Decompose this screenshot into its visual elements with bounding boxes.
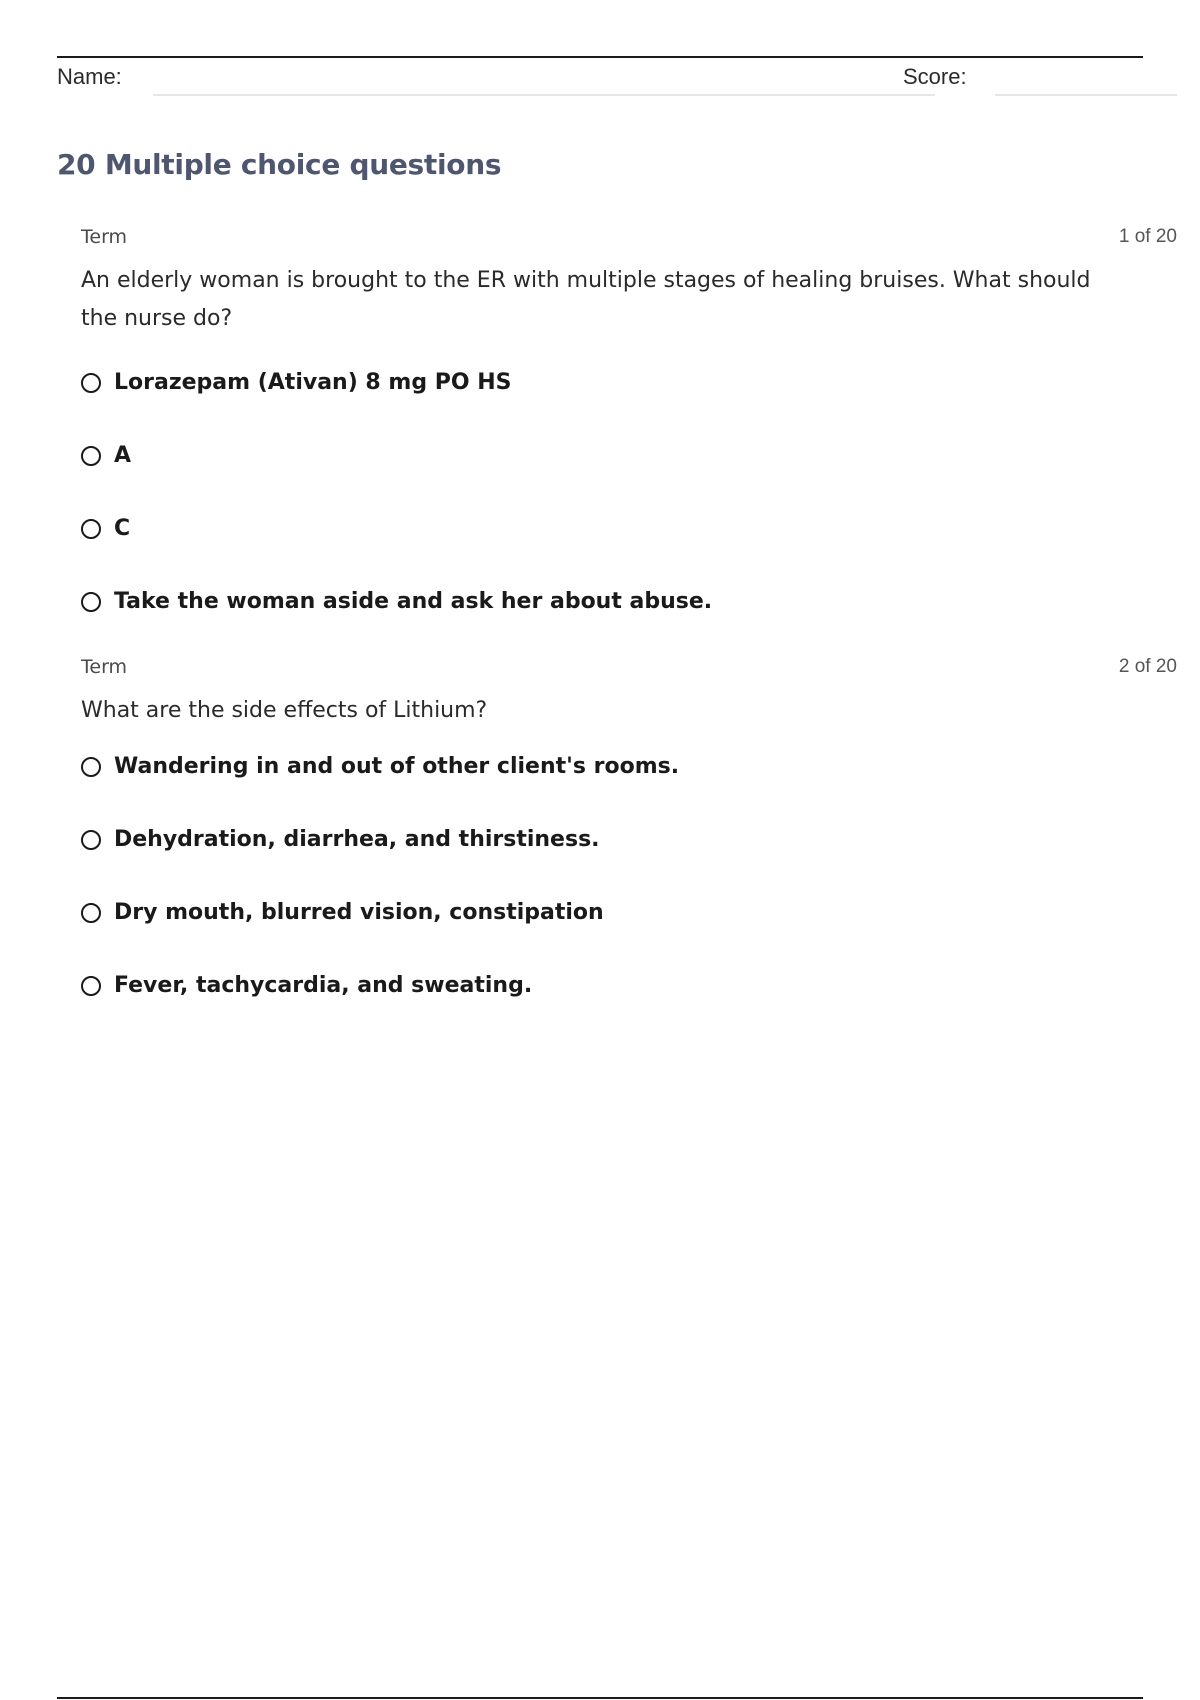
score-label: Score: <box>903 64 967 89</box>
score-field[interactable] <box>995 94 1177 96</box>
option-label: Fever, tachycardia, and sweating. <box>114 973 533 998</box>
radio-button-icon[interactable] <box>81 519 101 539</box>
question-counter: 2 of 20 <box>1118 656 1177 677</box>
question-text: What are the side effects of Lithium? <box>81 698 488 723</box>
term-label: Term <box>81 226 128 248</box>
option-label: C <box>114 516 131 541</box>
answer-option[interactable] <box>81 730 1177 803</box>
question-1 <box>81 226 1177 638</box>
answer-option[interactable] <box>81 419 1177 492</box>
question-meta <box>81 226 1177 254</box>
question-counter: 1 of 20 <box>1118 226 1177 247</box>
answer-option[interactable] <box>81 949 1177 1022</box>
answer-option[interactable] <box>81 565 1177 638</box>
option-label: Lorazepam (Ativan) 8 mg PO HS <box>114 370 512 395</box>
section-title: 20 Multiple choice questions <box>57 148 502 181</box>
answer-option[interactable] <box>81 876 1177 949</box>
answer-option[interactable] <box>81 492 1177 565</box>
term-label: Term <box>81 656 128 678</box>
option-label: A <box>114 443 132 468</box>
radio-button-icon[interactable] <box>81 976 101 996</box>
answer-option[interactable] <box>81 803 1177 876</box>
option-label: Take the woman aside and ask her about abuse. <box>114 589 713 614</box>
question-meta <box>81 656 1177 684</box>
radio-button-icon[interactable] <box>81 757 101 777</box>
option-label: Dehydration, diarrhea, and thirstiness. <box>114 827 600 852</box>
name-label: Name: <box>57 64 122 89</box>
top-rule <box>57 56 1143 58</box>
name-score-header <box>57 62 1177 98</box>
answer-option[interactable] <box>81 346 1177 419</box>
option-label: Dry mouth, blurred vision, constipation <box>114 900 604 925</box>
radio-button-icon[interactable] <box>81 830 101 850</box>
radio-button-icon[interactable] <box>81 903 101 923</box>
radio-button-icon[interactable] <box>81 446 101 466</box>
option-label: Wandering in and out of other client's rooms. <box>114 754 680 779</box>
radio-button-icon[interactable] <box>81 592 101 612</box>
radio-button-icon[interactable] <box>81 373 101 393</box>
bottom-rule <box>57 1697 1143 1699</box>
question-text: An elderly woman is brought to the ER with multiple stages of healing bruises. What should the nurse do? <box>81 268 1091 331</box>
name-field[interactable] <box>153 94 935 96</box>
question-2 <box>81 656 1177 1022</box>
answer-options <box>81 730 1177 1022</box>
answer-options <box>81 346 1177 638</box>
